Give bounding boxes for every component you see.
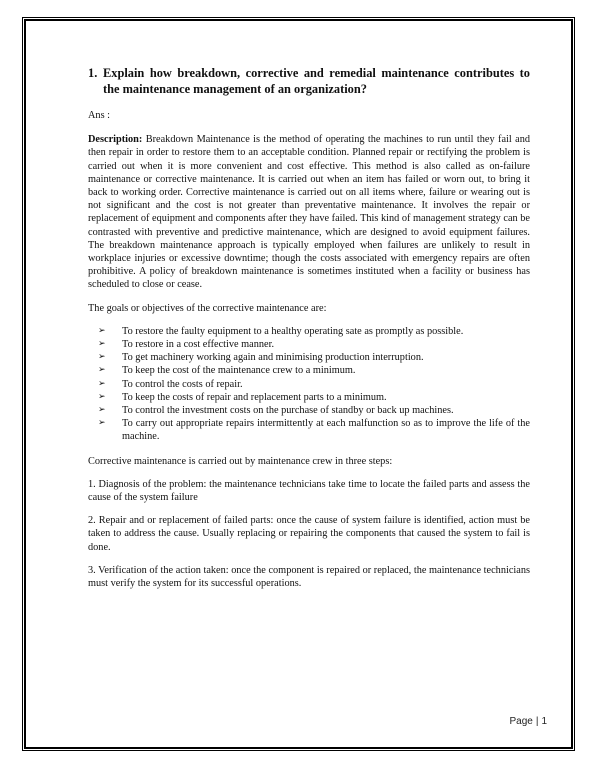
question-number: 1. bbox=[88, 66, 98, 80]
question-text: Explain how breakdown, corrective and remedial maintenance contributes to the maintenance management of an organization? bbox=[103, 66, 530, 96]
list-item: ➢ To control the costs of repair. bbox=[98, 378, 243, 390]
arrow-bullet-icon: ➢ bbox=[98, 325, 106, 336]
arrow-bullet-icon: ➢ bbox=[98, 365, 106, 376]
page-footer bbox=[509, 716, 547, 727]
step-paragraph: 3. Verification of the action taken: once the component is repaired or replaced, the maintenance technicians must verify the system for its successful operations. bbox=[88, 564, 530, 590]
arrow-bullet-icon: ➢ bbox=[98, 339, 106, 350]
arrow-bullet-icon: ➢ bbox=[98, 418, 106, 429]
step-paragraph: 1. Diagnosis of the problem: the maintenance technicians take time to locate the failed parts and assess the cause of the system failure bbox=[88, 478, 530, 504]
list-item: ➢ To get machinery working again and minimising production interruption. bbox=[98, 352, 424, 364]
list-item: ➢ To carry out appropriate repairs intermittently at each malfunction so as to improve the life of the machine. bbox=[98, 418, 530, 443]
description-text: Breakdown Maintenance is the method of operating the machines to run until they fail and then repair in order to restore them to an acceptable condition. Planned repair or rectifying the problem is carried out when it is more convenient and cost effective. This method is also called as on-failure maintenance or corrective maintenance. It is carried out when an item has failed or worn out, to bring it back to working order. Corrective maintenance is carried out on all items where, failure or wearing out is not significant and the cost is not greater than preventative maintenance. It involves the repair or replacement of equipment and components after they have failed. This kind of management strategy can be contrasted with preventive and predictive maintenance, which are designed to avoid equipment failures. The breakdown maintenance approach is typically employed when failures are unlikely to result in workplace injuries or excessive downtime; though the costs associated with emergency repairs are often prohibitive. A policy of breakdown maintenance is sometimes instituted when a facility or business has scheduled to close or cease. bbox=[88, 134, 530, 291]
goals-intro: The goals or objectives of the corrective maintenance are: bbox=[88, 302, 327, 314]
list-item: ➢ To restore the faulty equipment to a healthy operating sate as promptly as possible. bbox=[98, 325, 464, 337]
page-separator: | bbox=[535, 716, 539, 727]
question-heading bbox=[88, 65, 530, 97]
goals-list bbox=[88, 325, 530, 444]
step-paragraph: 2. Repair and or replacement of failed parts: once the cause of system failure is identified, action must be taken to address the cause. Usually replacing or repairing the components that caused the system to fail is done. bbox=[88, 515, 530, 553]
steps-intro: Corrective maintenance is carried out by maintenance crew in three steps: bbox=[88, 455, 393, 467]
page-number: 1 bbox=[541, 716, 547, 727]
answer-label: Ans : bbox=[88, 110, 111, 121]
arrow-bullet-icon: ➢ bbox=[98, 391, 106, 402]
description-paragraph bbox=[88, 133, 530, 291]
list-item: ➢ To control the investment costs on the purchase of standby or back up machines. bbox=[98, 405, 454, 417]
list-item: ➢ To keep the costs of repair and replacement parts to a minimum. bbox=[98, 391, 387, 403]
arrow-bullet-icon: ➢ bbox=[98, 378, 106, 389]
list-item: ➢ To keep the cost of the maintenance crew to a minimum. bbox=[98, 365, 356, 377]
list-item: ➢ To restore in a cost effective manner. bbox=[98, 339, 275, 351]
page-label: Page bbox=[509, 716, 533, 727]
document-body bbox=[88, 65, 530, 600]
arrow-bullet-icon: ➢ bbox=[98, 352, 106, 363]
description-label: Description: bbox=[88, 134, 143, 146]
arrow-bullet-icon: ➢ bbox=[98, 405, 106, 416]
